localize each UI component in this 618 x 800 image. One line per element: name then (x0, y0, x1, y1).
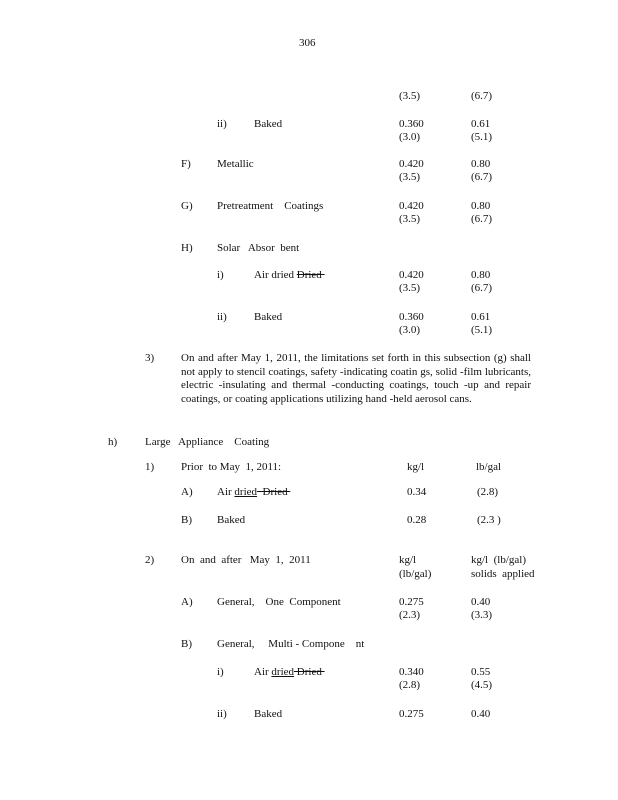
item-number: ii) (217, 708, 227, 720)
kg-value-sub: (2.8) (399, 679, 421, 691)
page-number: 306 (299, 37, 316, 49)
lb-value-sub: (4.5) (471, 679, 493, 691)
kg-value: 0.420 (399, 158, 424, 170)
label-text: Air (217, 486, 235, 498)
item-label: General, Multi - Compone nt (217, 638, 365, 650)
lb-value-sub: (5.1) (471, 324, 493, 336)
lb-value: 0.61 (471, 118, 491, 130)
item-number: i) (217, 269, 224, 281)
item-label (217, 486, 290, 499)
lb-value: 0.40 (471, 708, 491, 720)
item-label: On and after May 1, 2011 (181, 554, 311, 566)
section-title: Large Appliance Coating (145, 436, 270, 448)
kg-value: 0.420 (399, 200, 424, 212)
section-letter: h) (108, 436, 118, 448)
item-number: ii) (217, 118, 227, 130)
item-letter: B) (181, 514, 192, 526)
lb-value: 0.80 (471, 200, 491, 212)
kg-value-sub: (3.0) (399, 131, 421, 143)
item-label: Solar Absor bent (217, 242, 300, 254)
inserted-text: dried (234, 486, 258, 498)
item-number: 2) (145, 554, 155, 566)
item-label: Prior to May 1, 2011: (181, 461, 282, 473)
lb-value: (2.8) (477, 486, 499, 498)
struck-text: Dried (294, 666, 325, 678)
lb-value-sub: (6.7) (471, 213, 493, 225)
column-header-lb: lb/gal (476, 461, 502, 473)
lb-value: 0.40 (471, 596, 491, 608)
lb-value-sub: (6.7) (471, 171, 493, 183)
item-label: Metallic (217, 158, 254, 170)
item-label: General, One Component (217, 596, 341, 608)
kg-value: 0.360 (399, 118, 424, 130)
kg-value: 0.340 (399, 666, 424, 678)
lb-value-sub: (3.3) (471, 609, 493, 621)
lb-value-sub: (5.1) (471, 131, 493, 143)
item-label (254, 269, 325, 282)
lb-value: (2.3 ) (477, 514, 501, 526)
item-number: 3) (145, 352, 155, 364)
kg-value: 0.360 (399, 311, 424, 323)
item-label (254, 666, 325, 679)
item-label: Baked (254, 708, 283, 720)
item-letter: G) (181, 200, 193, 212)
kg-value-sub: (3.5) (399, 213, 421, 225)
kg-value-sub: (3.5) (399, 171, 421, 183)
item-label: Baked (217, 514, 246, 526)
struck-text: Dried (296, 269, 325, 281)
lb-value: 0.80 (471, 158, 491, 170)
item-label: Pretreatment Coatings (217, 200, 324, 212)
item-number: 1) (145, 461, 155, 473)
kg-value-sub: (3.0) (399, 324, 421, 336)
kg-value: 0.275 (399, 708, 424, 720)
lb-value: (6.7) (471, 90, 493, 102)
lb-value: 0.80 (471, 269, 491, 281)
kg-value: (3.5) (399, 90, 421, 102)
item-number: i) (217, 666, 224, 678)
inserted-text: dried (271, 666, 295, 678)
column-header-solids-sub: solids applied (471, 568, 535, 580)
item-letter: B) (181, 638, 192, 650)
kg-value: 0.28 (407, 514, 427, 526)
column-header-kg: kg/l (399, 554, 417, 566)
item-letter: F) (181, 158, 191, 170)
kg-value: 0.34 (407, 486, 427, 498)
item-letter: A) (181, 596, 193, 608)
item-number: ii) (217, 311, 227, 323)
kg-value: 0.275 (399, 596, 424, 608)
item-label: Baked (254, 118, 283, 130)
label-text: Air dried (254, 269, 297, 281)
kg-value-sub: (2.3) (399, 609, 421, 621)
column-header-kg-sub: (lb/gal) (399, 568, 432, 580)
kg-value-sub: (3.5) (399, 282, 421, 294)
lb-value-sub: (6.7) (471, 282, 493, 294)
lb-value: 0.61 (471, 311, 491, 323)
item-letter: H) (181, 242, 193, 254)
exemption-paragraph: On and after May 1, 2011, the limitations set forth in this subsection (g) shall not apply to stencil coatings, safety -indicating coatin gs, solid -film lubricants, electric -insulating and thermal -conducting coatings, touch -up and repair coatings, or coating applications utilizing hand -held aerosol cans. (181, 352, 531, 406)
column-header-kg: kg/l (407, 461, 425, 473)
item-label: Baked (254, 311, 283, 323)
item-letter: A) (181, 486, 193, 498)
kg-value: 0.420 (399, 269, 424, 281)
lb-value: 0.55 (471, 666, 491, 678)
column-header-solids: kg/l (lb/gal) (471, 554, 526, 566)
struck-text: Dried (257, 486, 291, 498)
label-text: Air (254, 666, 272, 678)
